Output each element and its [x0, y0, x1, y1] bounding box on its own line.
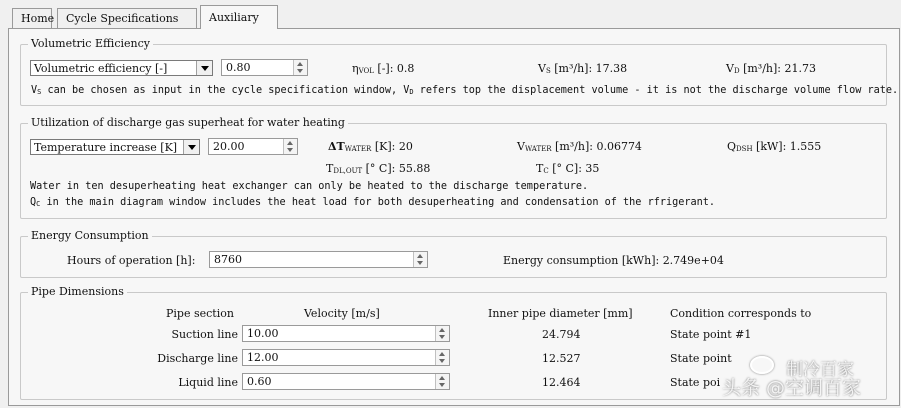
liquid-velocity-input[interactable]	[242, 373, 450, 390]
t-dl-out-readout: $T_{DL,OUT}$ [° C]: 55.88	[326, 162, 431, 175]
discharge-velocity-input[interactable]	[242, 349, 450, 366]
spin-arrows-icon[interactable]	[435, 350, 449, 365]
superheat-input-value: 20.00	[213, 140, 245, 153]
tab-home[interactable]: Home	[12, 8, 52, 28]
dt-water-readout: $\Delta T_{WATER}$ [K]: 20	[328, 140, 413, 153]
energy-consumption-title: Energy Consumption	[28, 229, 152, 242]
chevron-down-icon[interactable]	[183, 140, 199, 154]
superheat-note-2: $Q_C$ in the main diagram window includes the heat load for both desuperheating and condensation of the rfrigerant.	[30, 197, 716, 208]
spin-arrows-icon[interactable]	[413, 252, 427, 267]
superheat-mode-select[interactable]	[30, 139, 200, 155]
spin-arrows-icon[interactable]	[293, 60, 307, 75]
eta-vol-readout: $\eta_{VOL}$ [-]: 0.8	[352, 62, 415, 75]
pipe-row-diameter: 24.794	[542, 328, 581, 341]
vs-readout: $V_S$ [m³/h]: 17.38	[538, 62, 628, 75]
energy-consumption-readout: Energy consumption [kWh]: 2.749e+04	[503, 254, 724, 267]
spin-arrows-icon[interactable]	[435, 326, 449, 341]
spin-arrows-icon[interactable]	[283, 139, 297, 154]
watermark-line-1: 制冷百家	[786, 360, 854, 380]
discharge-velocity-value: 12.00	[247, 351, 279, 364]
pipe-row-condition: State point #1	[670, 328, 752, 341]
volumetric-efficiency-input-value: 0.80	[226, 61, 251, 74]
hours-label: Hours of operation [h]:	[67, 254, 196, 267]
spin-arrows-icon[interactable]	[435, 374, 449, 389]
header-condition: Condition corresponds to	[670, 307, 812, 320]
volumetric-efficiency-select-value: Volumetric efficiency [-]	[34, 62, 168, 75]
pipe-row-condition: State poi	[670, 376, 721, 389]
volumetric-efficiency-select[interactable]	[30, 60, 213, 76]
pipe-row-diameter: 12.464	[542, 376, 581, 389]
pipe-row-condition: State point	[670, 352, 732, 365]
suction-velocity-value: 10.00	[247, 327, 279, 340]
hours-input[interactable]	[209, 251, 428, 268]
v-water-readout: $V_{WATER}$ [m³/h]: 0.06774	[517, 140, 642, 153]
chevron-down-icon[interactable]	[196, 61, 212, 75]
suction-velocity-input[interactable]	[242, 325, 450, 342]
q-dsh-readout: $Q_{DSH}$ [kW]: 1.555	[727, 140, 822, 153]
volumetric-efficiency-title: Volumetric Efficiency	[28, 37, 153, 50]
superheat-note-1: Water in ten desuperheating heat exchanger can only be heated to the discharge temperature.	[30, 181, 589, 192]
liquid-velocity-value: 0.60	[247, 375, 272, 388]
header-velocity: Velocity [m/s]	[304, 307, 380, 320]
pipe-row-diameter: 12.527	[542, 352, 581, 365]
pipe-row-section: Liquid line	[178, 376, 238, 389]
pipe-dimensions-title: Pipe Dimensions	[28, 285, 127, 298]
hours-input-value: 8760	[214, 253, 242, 266]
superheat-title: Utilization of discharge gas superheat for water heating	[28, 116, 348, 129]
volumetric-efficiency-input[interactable]	[221, 59, 308, 76]
pipe-row-section: Suction line	[171, 328, 238, 341]
t-c-readout: $T_C$ [° C]: 35	[536, 162, 600, 175]
header-pipe-section: Pipe section	[166, 307, 234, 320]
tab-auxiliary[interactable]: Auxiliary	[200, 5, 278, 29]
vd-readout: $V_D$ [m³/h]: 21.73	[726, 62, 816, 75]
superheat-mode-select-value: Temperature increase [K]	[34, 141, 178, 154]
header-diameter: Inner pipe diameter [mm]	[488, 307, 633, 320]
watermark-line-2: 头条 @空调百家	[722, 377, 862, 399]
pipe-row-section: Discharge line	[157, 352, 238, 365]
tab-cycle-specifications[interactable]: Cycle Specifications	[57, 8, 197, 28]
volumetric-note: $V_S$ can be chosen as input in the cycle specification window, $V_D$ refers top the displacement volume - it is not the discharge volume flow rate.	[31, 85, 899, 96]
superheat-input[interactable]	[208, 138, 298, 155]
watermark-logo-icon	[750, 356, 774, 374]
